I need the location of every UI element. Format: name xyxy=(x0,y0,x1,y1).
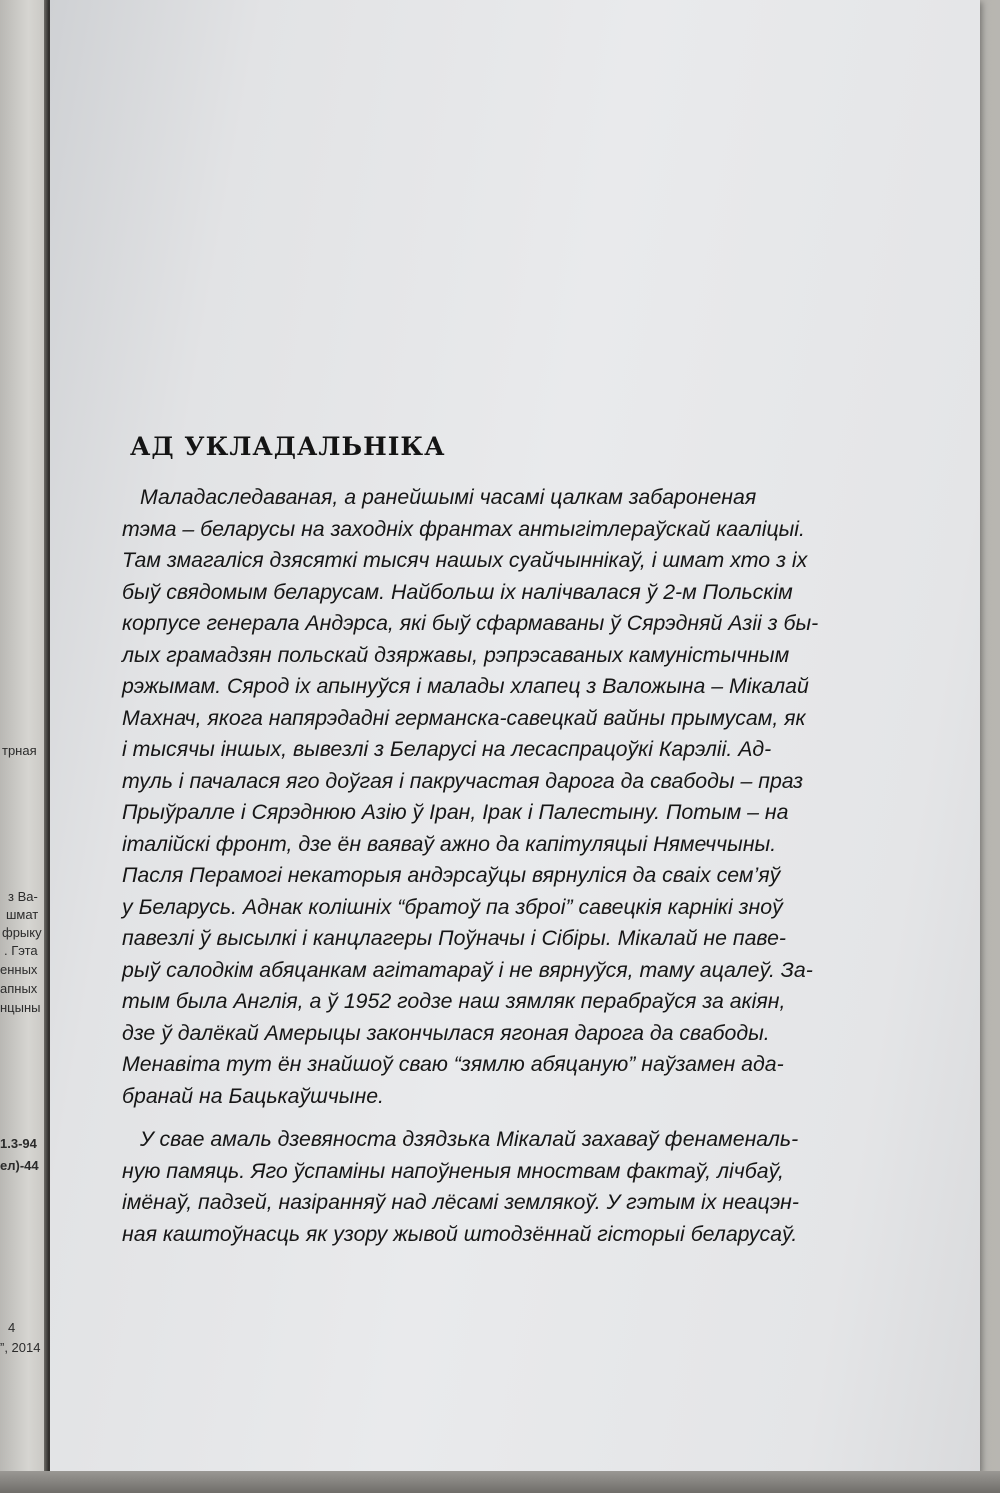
left-page-text: ел)-44 xyxy=(0,1158,39,1173)
text-line: павезлі ў высылкі і канцлагеры Поўначы і Сібіры. Мікалай не паве- xyxy=(122,926,787,950)
text-line: дзе ў далёкай Амерыцы закончылася ягоная дарога да свабоды. xyxy=(122,1020,770,1045)
left-page-text: з Ва- xyxy=(8,889,38,904)
body-text xyxy=(122,482,868,1250)
text-line: Пасля Перамогі некаторыя андэрсаўцы вярнуліся да сваіх сем’яў xyxy=(122,863,781,887)
text-line: ная каштоўнасць як узору жывой штодзённай гісторыі беларусаў. xyxy=(122,1221,798,1246)
text-line: тым была Англія, а ў 1952 годзе наш зямляк перабраўся за акіян, xyxy=(122,989,786,1013)
left-page-text: трная xyxy=(2,743,37,758)
text-line: імёнаў, падзей, назіранняў над лёсамі землякоў. У гэтым іх неацэн- xyxy=(122,1190,799,1214)
text-line: У свае амаль дзевяноста дзядзька Мікалай захаваў фенаменаль- xyxy=(140,1127,799,1151)
text-line: Маладаследаваная, а ранейшымі часамі цалкам забароненая xyxy=(140,485,757,509)
paragraph xyxy=(122,1124,868,1250)
text-line: бранай на Бацькаўшчыне. xyxy=(122,1083,384,1108)
book-page xyxy=(50,0,980,1473)
text-line: ную памяць. Яго ўспаміны напоўненыя мноствам фактаў, лічбаў, xyxy=(122,1158,784,1183)
text-line: туль і пачалася яго доўгая і пакручастая дарога да свабоды – праз xyxy=(122,768,804,793)
table-surface xyxy=(0,1471,1000,1493)
text-line: корпусе генерала Андэрса, які быў сфармаваны ў Сярэдняй Азіі з бы- xyxy=(122,611,819,635)
left-page-text: 1.3-94 xyxy=(0,1136,37,1151)
text-line: быў свядомым беларусам. Найбольш іх налічвалася ў 2-м Польскім xyxy=(122,579,793,604)
left-page-text: фрыку xyxy=(2,925,42,940)
left-page-text: апных xyxy=(0,981,38,996)
text-line: рыў салодкім абяцанкам агітатараў і не вярнуўся, таму ацалеў. За- xyxy=(122,957,813,982)
text-line: Там змагаліся дзясяткі тысяч нашых суайчыннікаў, і шмат хто з іх xyxy=(122,548,808,572)
left-page-text: . Гэта xyxy=(4,943,38,958)
left-page-text: 4 xyxy=(8,1320,16,1335)
left-page-text: шмат xyxy=(6,907,39,922)
text-line: італійскі фронт, дзе ён ваяваў ажно да капітуляцыі Нямеччыны. xyxy=(122,831,777,856)
text-line: рэжымам. Сярод іх апынуўся і малады хлапец з Валожына – Мікалай xyxy=(122,674,809,698)
page-heading: АД УКЛАДАЛЬНІКА xyxy=(130,432,446,461)
text-line: лых грамадзян польскай дзяржавы, рэпрэсаваных камуністычным xyxy=(122,642,790,667)
left-page-text: ”, 2014 xyxy=(0,1340,41,1355)
left-page-text: енных xyxy=(0,962,38,977)
text-line: Прыўралле і Сярэднюю Азію ў Іран, Ірак і Палестыну. Потым – на xyxy=(122,800,789,824)
text-line: у Беларусь. Аднак колішніх “братоў па зброі” савецкія карнікі зноў xyxy=(122,894,783,919)
text-line: Менавіта тут ён знайшоў сваю “зямлю абяцаную” наўзамен ада- xyxy=(122,1052,784,1076)
text-line: і тысячы іншых, вывезлі з Беларусі на лесаспрацоўкі Карэліі. Ад- xyxy=(122,737,772,761)
text-line: Махнач, якога напярэдадні германска-савецкай вайны прымусам, як xyxy=(122,705,806,730)
paragraph xyxy=(122,482,868,1112)
text-line: тэма – беларусы на заходніх франтах антыгітлераўскай кааліцыі. xyxy=(122,516,805,541)
left-page-text: нцыны xyxy=(0,1000,41,1015)
